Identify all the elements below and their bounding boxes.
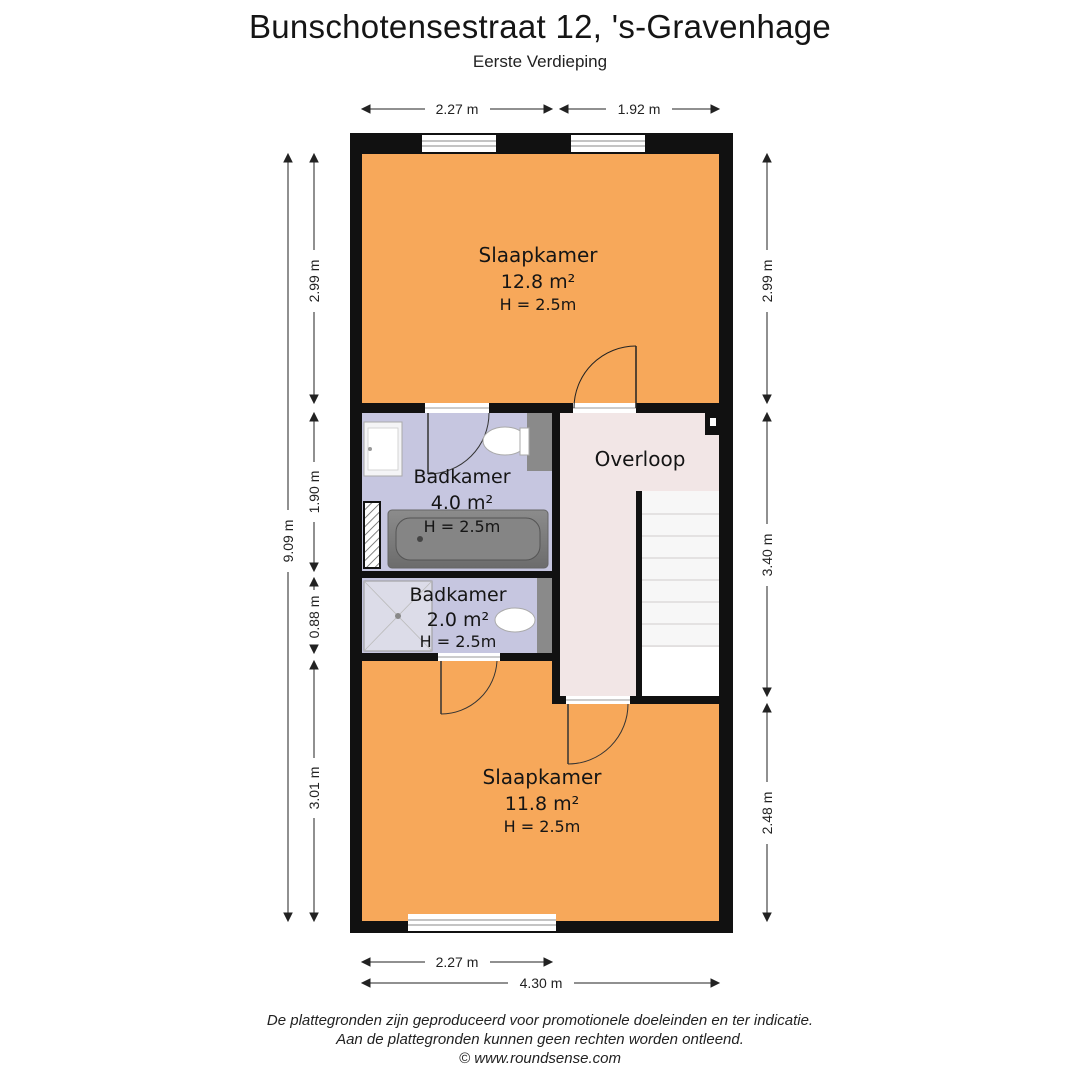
- wall-landing-left: [552, 403, 560, 704]
- bedroom-bottom-name: Slaapkamer: [482, 765, 602, 789]
- bathroom-2-name: Badkamer: [409, 584, 507, 606]
- wall-bath-divider: [362, 571, 552, 578]
- disclaimer-line-1: De plattegronden zijn geproduceerd voor promotionele doeleinden en ter indicatie.: [266, 1012, 814, 1029]
- bathroom-2-area: 2.0 m²: [426, 609, 490, 631]
- window-top-right: [571, 135, 645, 152]
- window-bottom: [408, 914, 556, 931]
- floor-label: Eerste Verdieping: [472, 52, 608, 71]
- window-top-left: [422, 135, 496, 152]
- dim-left-1: 2.99 m: [306, 259, 322, 303]
- bedroom-top-name: Slaapkamer: [478, 243, 598, 267]
- bedroom-bottom-area: 11.8 m²: [504, 793, 580, 815]
- bathroom-1-name: Badkamer: [413, 466, 511, 488]
- bedroom-bottom-height: H = 2.5m: [503, 817, 581, 836]
- sink-icon: [364, 422, 402, 476]
- bathroom-2-height: H = 2.5m: [419, 632, 497, 651]
- wall-stair-rail: [636, 491, 642, 696]
- dim-top-right: 1.92 m: [617, 101, 661, 117]
- shaft-hatched: [364, 502, 380, 568]
- dim-bottom-total: 4.30 m: [519, 975, 563, 991]
- dim-bottom-left: 2.27 m: [435, 954, 479, 970]
- bathroom-1-height: H = 2.5m: [423, 517, 501, 536]
- dim-right-2: 3.40 m: [759, 533, 775, 577]
- shaft-box-inner: [710, 418, 716, 426]
- disclaimer-line-2: Aan de plattegronden kunnen geen rechten worden ontleend.: [336, 1031, 744, 1048]
- plan-title: Bunschotensestraat 12, 's-Gravenhage: [248, 8, 832, 45]
- bathroom-1-area: 4.0 m²: [430, 492, 494, 514]
- stair-shading: [642, 491, 719, 646]
- landing-name: Overloop: [594, 447, 686, 471]
- dim-left-3: 0.88 m: [306, 595, 322, 639]
- dim-left-2: 1.90 m: [306, 470, 322, 514]
- dim-left-4: 3.01 m: [306, 766, 322, 810]
- bedroom-top-area: 12.8 m²: [500, 271, 576, 293]
- dim-left-total: 9.09 m: [280, 519, 296, 563]
- bedroom-top-height: H = 2.5m: [499, 295, 577, 314]
- dim-top-left: 2.27 m: [435, 101, 479, 117]
- dim-right-1: 2.99 m: [759, 259, 775, 303]
- copyright-link[interactable]: © www.roundsense.com: [459, 1050, 621, 1067]
- dim-right-3: 2.48 m: [759, 791, 775, 835]
